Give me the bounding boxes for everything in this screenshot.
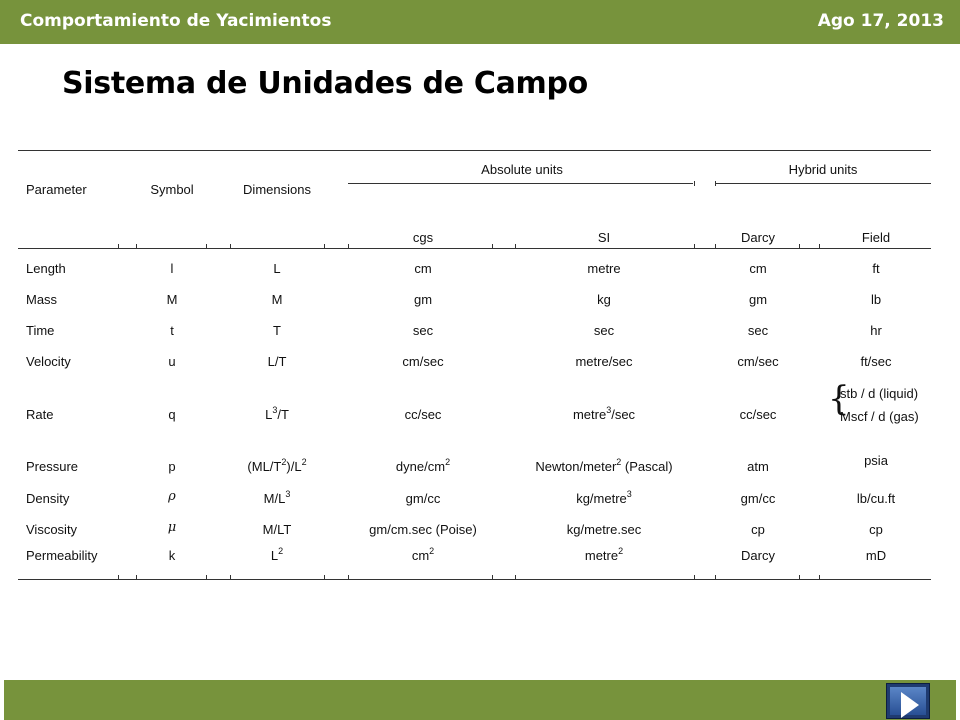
row-rate-cgs: cc/sec (404, 407, 442, 422)
row-length-symbol: l (170, 261, 174, 276)
row-pressure-darcy: atm (747, 459, 769, 474)
row-viscosity-cgs: gm/cm.sec (Poise) (369, 522, 477, 537)
row-velocity-symbol: u (168, 354, 176, 369)
row-density-symbol: ρ (168, 489, 176, 504)
row-mass-si: kg (597, 292, 611, 307)
header-hybrid-units: Hybrid units (788, 162, 858, 177)
row-pressure-symbol: p (168, 459, 176, 474)
row-time-si: sec (593, 323, 615, 338)
row-permeability-symbol: k (168, 548, 176, 563)
row-viscosity-si: kg/metre.sec (566, 522, 642, 537)
row-rate-si: metre$^3$/sec (572, 405, 636, 422)
row-density-field: lb/cu.ft (856, 491, 896, 506)
row-viscosity-dimensions: M/LT (262, 522, 292, 537)
header-field: Field (861, 230, 891, 245)
absolute-units-rule (348, 183, 693, 184)
curly-brace-icon: { (828, 379, 850, 419)
row-pressure-si: Newton/meter$^2$ (Pascal) (535, 457, 673, 474)
table-top-rule (18, 150, 931, 151)
header-darcy: Darcy (741, 230, 775, 245)
row-pressure-parameter: Pressure (26, 459, 79, 474)
row-viscosity-parameter: Viscosity (26, 522, 78, 537)
header-absolute-units: Absolute units (481, 162, 563, 177)
row-mass-darcy: gm (748, 292, 768, 307)
row-length-field: ft (872, 261, 880, 276)
row-rate-darcy: cc/sec (739, 407, 777, 422)
row-density-si: kg/metre$^3$ (576, 489, 632, 506)
row-mass-field: lb (870, 292, 882, 307)
row-rate-field-gas: Mscf / d (gas) (840, 409, 919, 424)
row-rate-field-liquid: stb / d (liquid) (840, 386, 919, 401)
header-parameter: Parameter (26, 182, 87, 197)
row-viscosity-darcy: cp (751, 522, 765, 537)
row-velocity-field: ft/sec (860, 354, 892, 369)
header-bottom-rule (18, 248, 931, 249)
page-title: Sistema de Unidades de Campo (62, 66, 588, 101)
row-density-dimensions: $M/L^3$ (263, 489, 291, 506)
row-rate-symbol: q (168, 407, 176, 422)
row-time-dimensions: T (273, 323, 281, 338)
row-density-parameter: Density (26, 491, 70, 506)
row-length-dimensions: L (273, 261, 281, 276)
row-time-parameter: Time (26, 323, 55, 338)
table-bottom-rule (18, 579, 931, 580)
row-time-darcy: sec (747, 323, 769, 338)
course-title: Comportamiento de Yacimientos (20, 11, 332, 31)
header-bar (0, 0, 960, 44)
row-pressure-field: psia (864, 453, 888, 468)
units-table (18, 150, 931, 580)
slide-date: Ago 17, 2013 (817, 11, 944, 31)
row-permeability-si: metre$^2$ (584, 546, 624, 563)
row-density-darcy: gm/cc (740, 491, 776, 506)
row-viscosity-symbol: μ (167, 520, 177, 535)
row-mass-cgs: gm (413, 292, 433, 307)
header-cgs: cgs (412, 230, 434, 245)
play-triangle-icon (901, 692, 919, 718)
row-rate-parameter: Rate (26, 407, 54, 422)
row-velocity-si: metre/sec (575, 354, 633, 369)
footer-bar (4, 680, 956, 720)
row-permeability-dimensions: $L^2$ (270, 546, 284, 563)
row-time-symbol: t (170, 323, 174, 338)
row-mass-dimensions: M (271, 292, 283, 307)
hybrid-units-rule (715, 183, 931, 184)
header-si: SI (597, 230, 611, 245)
row-mass-symbol: M (166, 292, 178, 307)
row-time-cgs: sec (412, 323, 434, 338)
row-density-cgs: gm/cc (405, 491, 441, 506)
row-permeability-field: mD (865, 548, 887, 563)
row-length-darcy: cm (749, 261, 767, 276)
row-viscosity-field: cp (869, 522, 883, 537)
row-rate-dimensions: $L^3/T$ (265, 405, 289, 422)
row-permeability-parameter: Permeability (26, 548, 98, 563)
row-mass-parameter: Mass (26, 292, 58, 307)
row-velocity-darcy: cm/sec (737, 354, 779, 369)
row-length-si: metre (587, 261, 621, 276)
row-pressure-cgs: dyne/$cm^2$ (395, 457, 451, 474)
row-permeability-cgs: $cm^2$ (411, 546, 435, 563)
row-velocity-parameter: Velocity (26, 354, 71, 369)
row-length-cgs: cm (414, 261, 432, 276)
row-velocity-dimensions: L/T (267, 354, 287, 369)
row-length-parameter: Length (26, 261, 66, 276)
header-dimensions: Dimensions (243, 182, 311, 197)
row-time-field: hr (870, 323, 882, 338)
row-velocity-cgs: cm/sec (402, 354, 444, 369)
row-pressure-dimensions: $(ML/T^2)/L^2$ (247, 457, 307, 474)
next-slide-button[interactable] (886, 683, 930, 719)
header-symbol: Symbol (150, 182, 194, 197)
row-permeability-darcy: Darcy (741, 548, 775, 563)
